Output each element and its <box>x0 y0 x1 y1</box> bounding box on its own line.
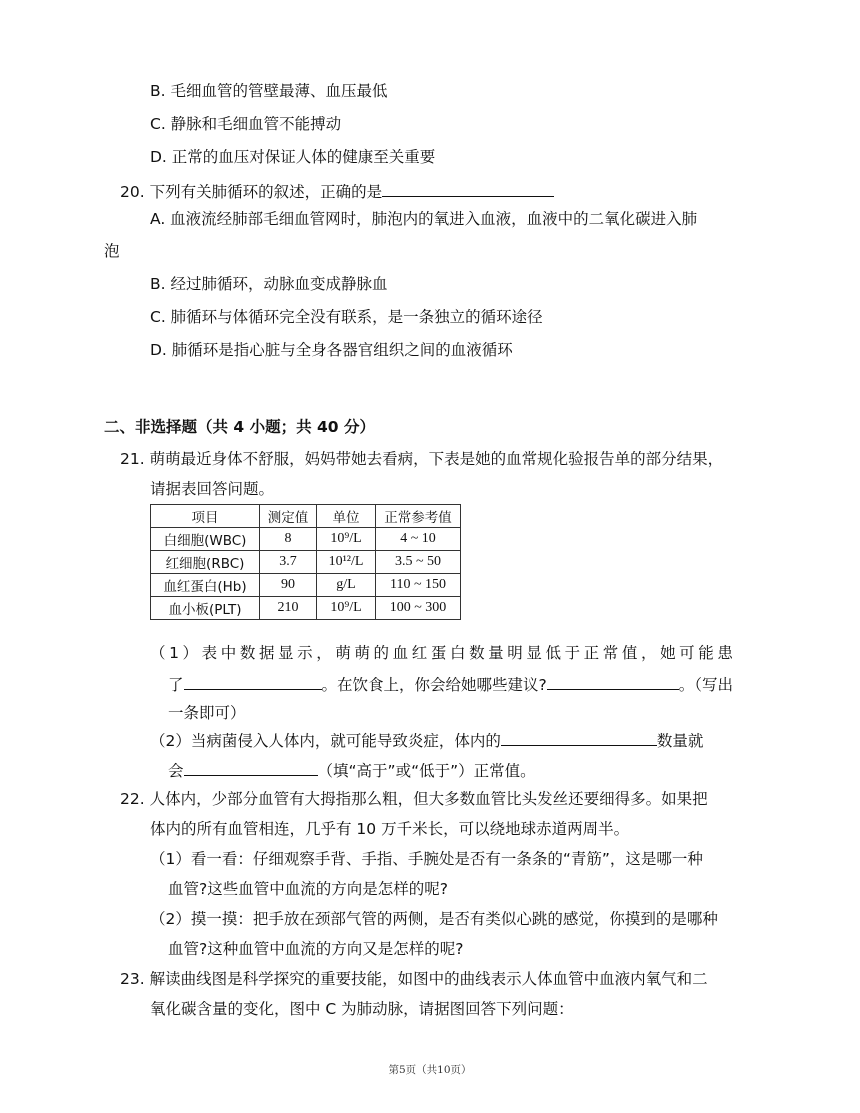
page-number: 第5页（共10页） <box>388 1064 472 1076</box>
q20-answer-blank[interactable] <box>382 180 554 197</box>
q21-diet-blank[interactable] <box>547 673 679 690</box>
table-cell: 210 <box>260 597 317 620</box>
q19-option-d: D. 正常的血压对保证人体的健康至关重要 <box>150 148 436 166</box>
table-cell: 3.5 ~ 50 <box>376 551 461 574</box>
q21-sub2-text-b: 数量就 <box>656 732 704 750</box>
table-cell: g/L <box>317 574 376 597</box>
q22-sub2-cont: 血管?这种血管中血流的方向又是怎样的呢? <box>168 940 464 958</box>
q22-stem: 22. 人体内，少部分血管有大拇指那么粗，但大多数血管比头发丝还要细得多。如果把 <box>120 790 708 808</box>
q21-sub1-text-a: 了 <box>168 676 184 694</box>
q20-option-b: B. 经过肺循环，动脉血变成静脉血 <box>150 275 388 293</box>
q20-stem <box>120 180 554 202</box>
q21-sub1-text-b: 。在饮食上，你会给她哪些建议? <box>321 676 547 694</box>
table-cell: 10⁹/L <box>317 597 376 620</box>
table-cell: 10⁹/L <box>317 528 376 551</box>
q21-disease-blank[interactable] <box>184 673 322 690</box>
q21-sub1: （1）表中数据显示，萌萌的血红蛋白数量明显低于正常值，她可能患 <box>150 644 737 662</box>
table-header: 测定值 <box>260 505 317 528</box>
q21-sub2-text-c: 会 <box>168 762 184 780</box>
table-row <box>151 551 461 574</box>
q21-compare-blank[interactable] <box>184 759 318 776</box>
table-cell: 血小板(PLT) <box>151 597 260 620</box>
q21-cell-blank[interactable] <box>501 729 657 746</box>
table-row <box>151 597 461 620</box>
q23-stem: 23. 解读曲线图是科学探究的重要技能，如图中的曲线表示人体血管中血液内氧气和二 <box>120 970 708 988</box>
q23-stem-cont: 氧化碳含量的变化，图中 C 为肺动脉，请据图回答下列问题： <box>150 1000 574 1018</box>
table-header-row <box>151 505 461 528</box>
table-cell: 8 <box>260 528 317 551</box>
q21-sub1-note: 一条即可） <box>168 704 246 722</box>
q22-sub1: （1）看一看：仔细观察手背、手指、手腕处是否有一条条的“青筋”，这是哪一种 <box>150 850 703 868</box>
table-cell: 血红蛋白(Hb) <box>151 574 260 597</box>
table-cell: 100 ~ 300 <box>376 597 461 620</box>
q20-stem-text: 20. 下列有关肺循环的叙述，正确的是 <box>120 183 383 201</box>
q21-sub2-text-d: （填“高于”或“低于”）正常值。 <box>317 762 536 780</box>
q22-stem-cont: 体内的所有血管相连，几乎有 10 万千米长，可以绕地球赤道两周半。 <box>150 820 630 838</box>
q21-sub1-cont <box>168 673 733 695</box>
table-cell: 白细胞(WBC) <box>151 528 260 551</box>
q21-sub1-text-c: 。（写出 <box>678 676 734 694</box>
q21-stem: 21. 萌萌最近身体不舒服，妈妈带她去看病，下表是她的血常规化验报告单的部分结果， <box>120 450 724 468</box>
q21-sub2 <box>150 729 703 751</box>
table-cell: 4 ~ 10 <box>376 528 461 551</box>
table-cell: 110 ~ 150 <box>376 574 461 597</box>
section-heading: 二、非选择题（共 4 小题；共 40 分） <box>104 418 375 436</box>
table-header: 正常参考值 <box>376 505 461 528</box>
q19-option-b: B. 毛细血管的管壁最薄、血压最低 <box>150 82 388 100</box>
table-row <box>151 528 461 551</box>
table-cell: 红细胞(RBC) <box>151 551 260 574</box>
q22-sub1-cont: 血管?这些血管中血流的方向是怎样的呢? <box>168 880 448 898</box>
table-cell: 10¹²/L <box>317 551 376 574</box>
q19-option-c: C. 静脉和毛细血管不能搏动 <box>150 115 342 133</box>
q20-option-c: C. 肺循环与体循环完全没有联系，是一条独立的循环途径 <box>150 308 543 326</box>
q21-sub2-text-a: （2）当病菌侵入人体内，就可能导致炎症，体内的 <box>150 732 501 750</box>
blood-test-table <box>150 504 461 620</box>
q21-sub2-cont <box>168 759 536 781</box>
q20-option-a: A. 血液流经肺部毛细血管网时，肺泡内的氧进入血液，血液中的二氧化碳进入肺 <box>150 210 698 228</box>
q20-option-a-cont: 泡 <box>104 242 120 260</box>
table-cell: 3.7 <box>260 551 317 574</box>
table-header: 单位 <box>317 505 376 528</box>
table-header: 项目 <box>151 505 260 528</box>
q20-option-d: D. 肺循环是指心脏与全身各器官组织之间的血液循环 <box>150 341 513 359</box>
q21-stem-cont: 请据表回答问题。 <box>150 480 275 498</box>
table-cell: 90 <box>260 574 317 597</box>
q22-sub2: （2）摸一摸：把手放在颈部气管的两侧，是否有类似心跳的感觉，你摸到的是哪种 <box>150 910 718 928</box>
table-row <box>151 574 461 597</box>
